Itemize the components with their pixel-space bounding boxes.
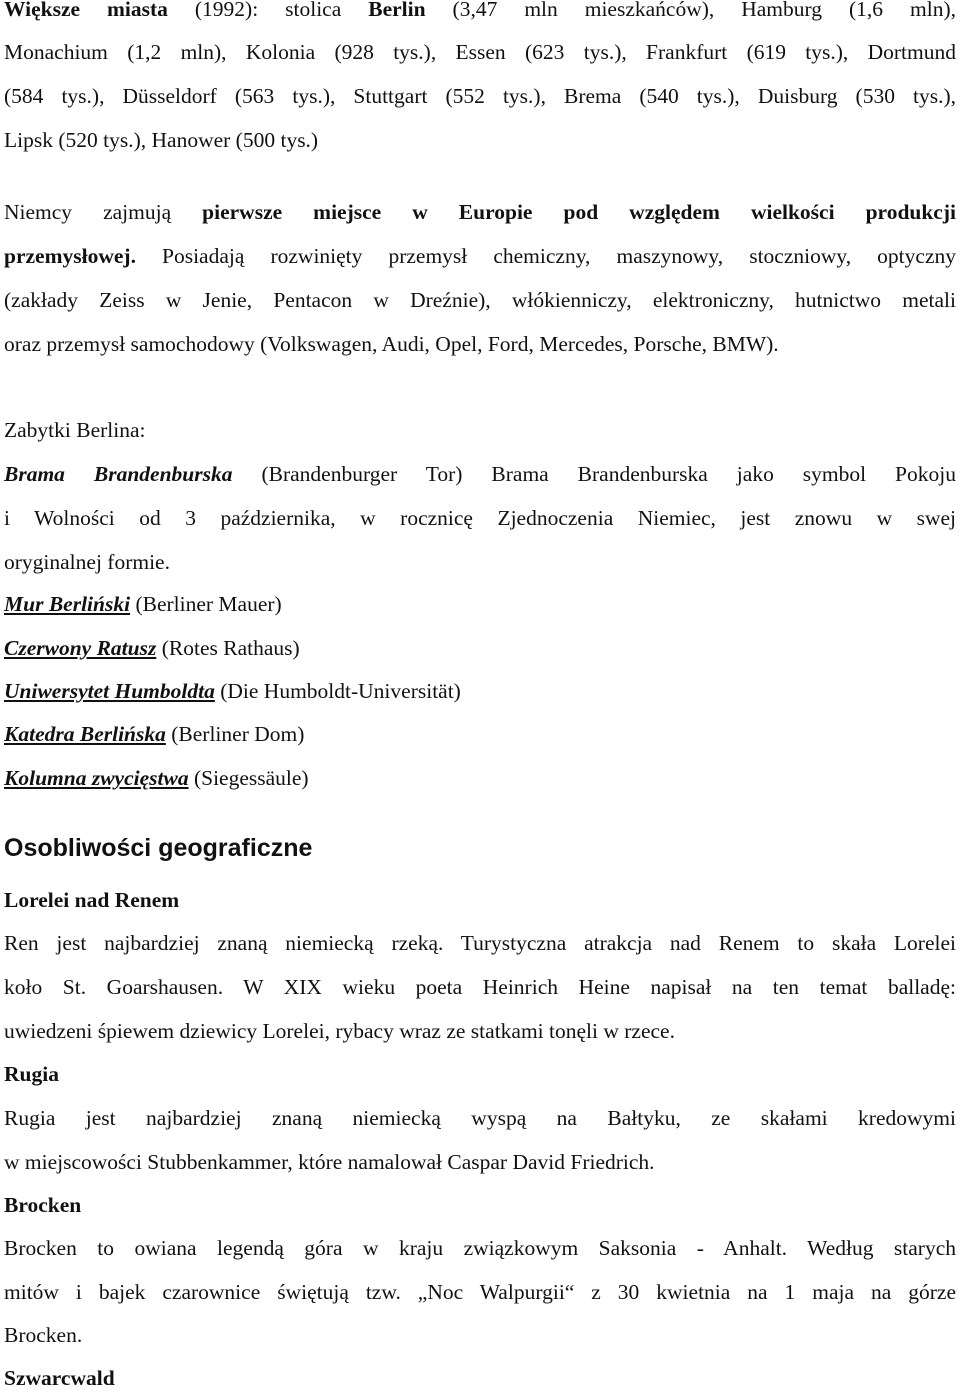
lorelei-title: Lorelei nad Renem	[4, 888, 180, 912]
lorelei-line-3: uwiedzeni śpiewem dziewicy Lorelei, rybacy wraz ze statkami tonęli w rzece.	[4, 1019, 675, 1043]
monument-item	[4, 766, 956, 791]
industry-text: Niemcy zajmują	[4, 200, 203, 224]
cities-line-2: Monachium (1,2 mln), Kolonia (928 tys.), Essen (623 tys.), Frankfurt (619 tys.), Dortmund	[4, 40, 956, 64]
industry-line-4: oraz przemysł samochodowy (Volkswagen, Audi, Opel, Ford, Mercedes, Porsche, BMW).	[4, 332, 779, 356]
monument-item	[4, 679, 956, 704]
cities-label: Większe miasta	[4, 0, 168, 21]
lorelei-line-2: koło St. Goarshausen. W XIX wieku poeta Heinrich Heine napisał na ten temat balladę:	[4, 975, 956, 999]
monument-name: Czerwony Ratusz	[4, 636, 157, 660]
monument-desc: (Siegessäule)	[188, 766, 309, 790]
monument-item	[4, 636, 956, 661]
cities-text: (1992): stolica	[167, 0, 369, 21]
cities-line-1	[4, 0, 956, 22]
gate-line-2: i Wolności od 3 października, w rocznicę Zjednoczenia Niemiec, jest znowu w swej	[4, 506, 956, 530]
industry-line-2	[4, 244, 956, 269]
monument-desc: (Rotes Rathaus)	[156, 636, 300, 660]
gate-line-3: oryginalnej formie.	[4, 550, 170, 574]
monument-name: Katedra Berlińska	[4, 722, 166, 746]
industry-emphasis: przemysłowej.	[4, 244, 136, 268]
brocken-line-1: Brocken to owiana legendą góra w kraju związkowym Saksonia - Anhalt. Według starych	[4, 1236, 956, 1260]
monument-desc: (Berliner Mauer)	[130, 592, 282, 616]
industry-text: Posiadają rozwinięty przemysł chemiczny, maszynowy, stoczniowy, optyczny	[135, 244, 956, 268]
monument-desc: (Die Humboldt-Universität)	[214, 679, 461, 703]
monument-name: Kolumna zwycięstwa	[4, 766, 189, 790]
industry-emphasis: pierwsze miejsce w Europie pod względem wielkości produkcji	[202, 200, 956, 224]
geo-heading: Osobliwości geograficzne	[4, 834, 313, 862]
gate-name: Brama Brandenburska	[4, 462, 233, 486]
brocken-line-3: Brocken.	[4, 1323, 83, 1347]
gate-line-1	[4, 462, 956, 487]
brocken-line-2: mitów i bajek czarownice świętują tzw. „Noc Walpurgii“ z 30 kwietnia na 1 maja na górze	[4, 1280, 956, 1304]
lorelei-line-1: Ren jest najbardziej znaną niemiecką rzeką. Turystyczna atrakcja nad Renem to skała Lorelei	[4, 931, 956, 955]
rugia-line-1: Rugia jest najbardziej znaną niemiecką wyspą na Bałtyku, ze skałami kredowymi	[4, 1106, 956, 1130]
monument-item	[4, 722, 956, 747]
monument-desc: (Berliner Dom)	[165, 722, 305, 746]
monuments-heading: Zabytki Berlina:	[4, 418, 146, 442]
monument-item	[4, 592, 956, 617]
capital-name: Berlin	[368, 0, 426, 21]
rugia-title: Rugia	[4, 1062, 59, 1086]
cities-line-3: (584 tys.), Düsseldorf (563 tys.), Stuttgart (552 tys.), Brema (540 tys.), Duisburg (530 tys.),	[4, 84, 956, 108]
monument-name: Uniwersytet Humboldta	[4, 679, 215, 703]
cities-text: (3,47 mln mieszkańców), Hamburg (1,6 mln),	[425, 0, 957, 21]
brocken-title: Brocken	[4, 1193, 82, 1217]
rugia-line-2: w miejscowości Stubbenkammer, które namalował Caspar David Friedrich.	[4, 1150, 655, 1174]
cities-line-4: Lipsk (520 tys.), Hanower (500 tys.)	[4, 128, 319, 152]
szwarcwald-title: Szwarcwald	[4, 1366, 115, 1390]
industry-line-1	[4, 200, 956, 225]
monument-name: Mur Berliński	[4, 592, 131, 616]
industry-line-3: (zakłady Zeiss w Jenie, Pentacon w Dreźnie), włókienniczy, elektroniczny, hutnictwo metali	[4, 288, 956, 312]
gate-text: (Brandenburger Tor) Brama Brandenburska jako symbol Pokoju	[232, 462, 956, 486]
